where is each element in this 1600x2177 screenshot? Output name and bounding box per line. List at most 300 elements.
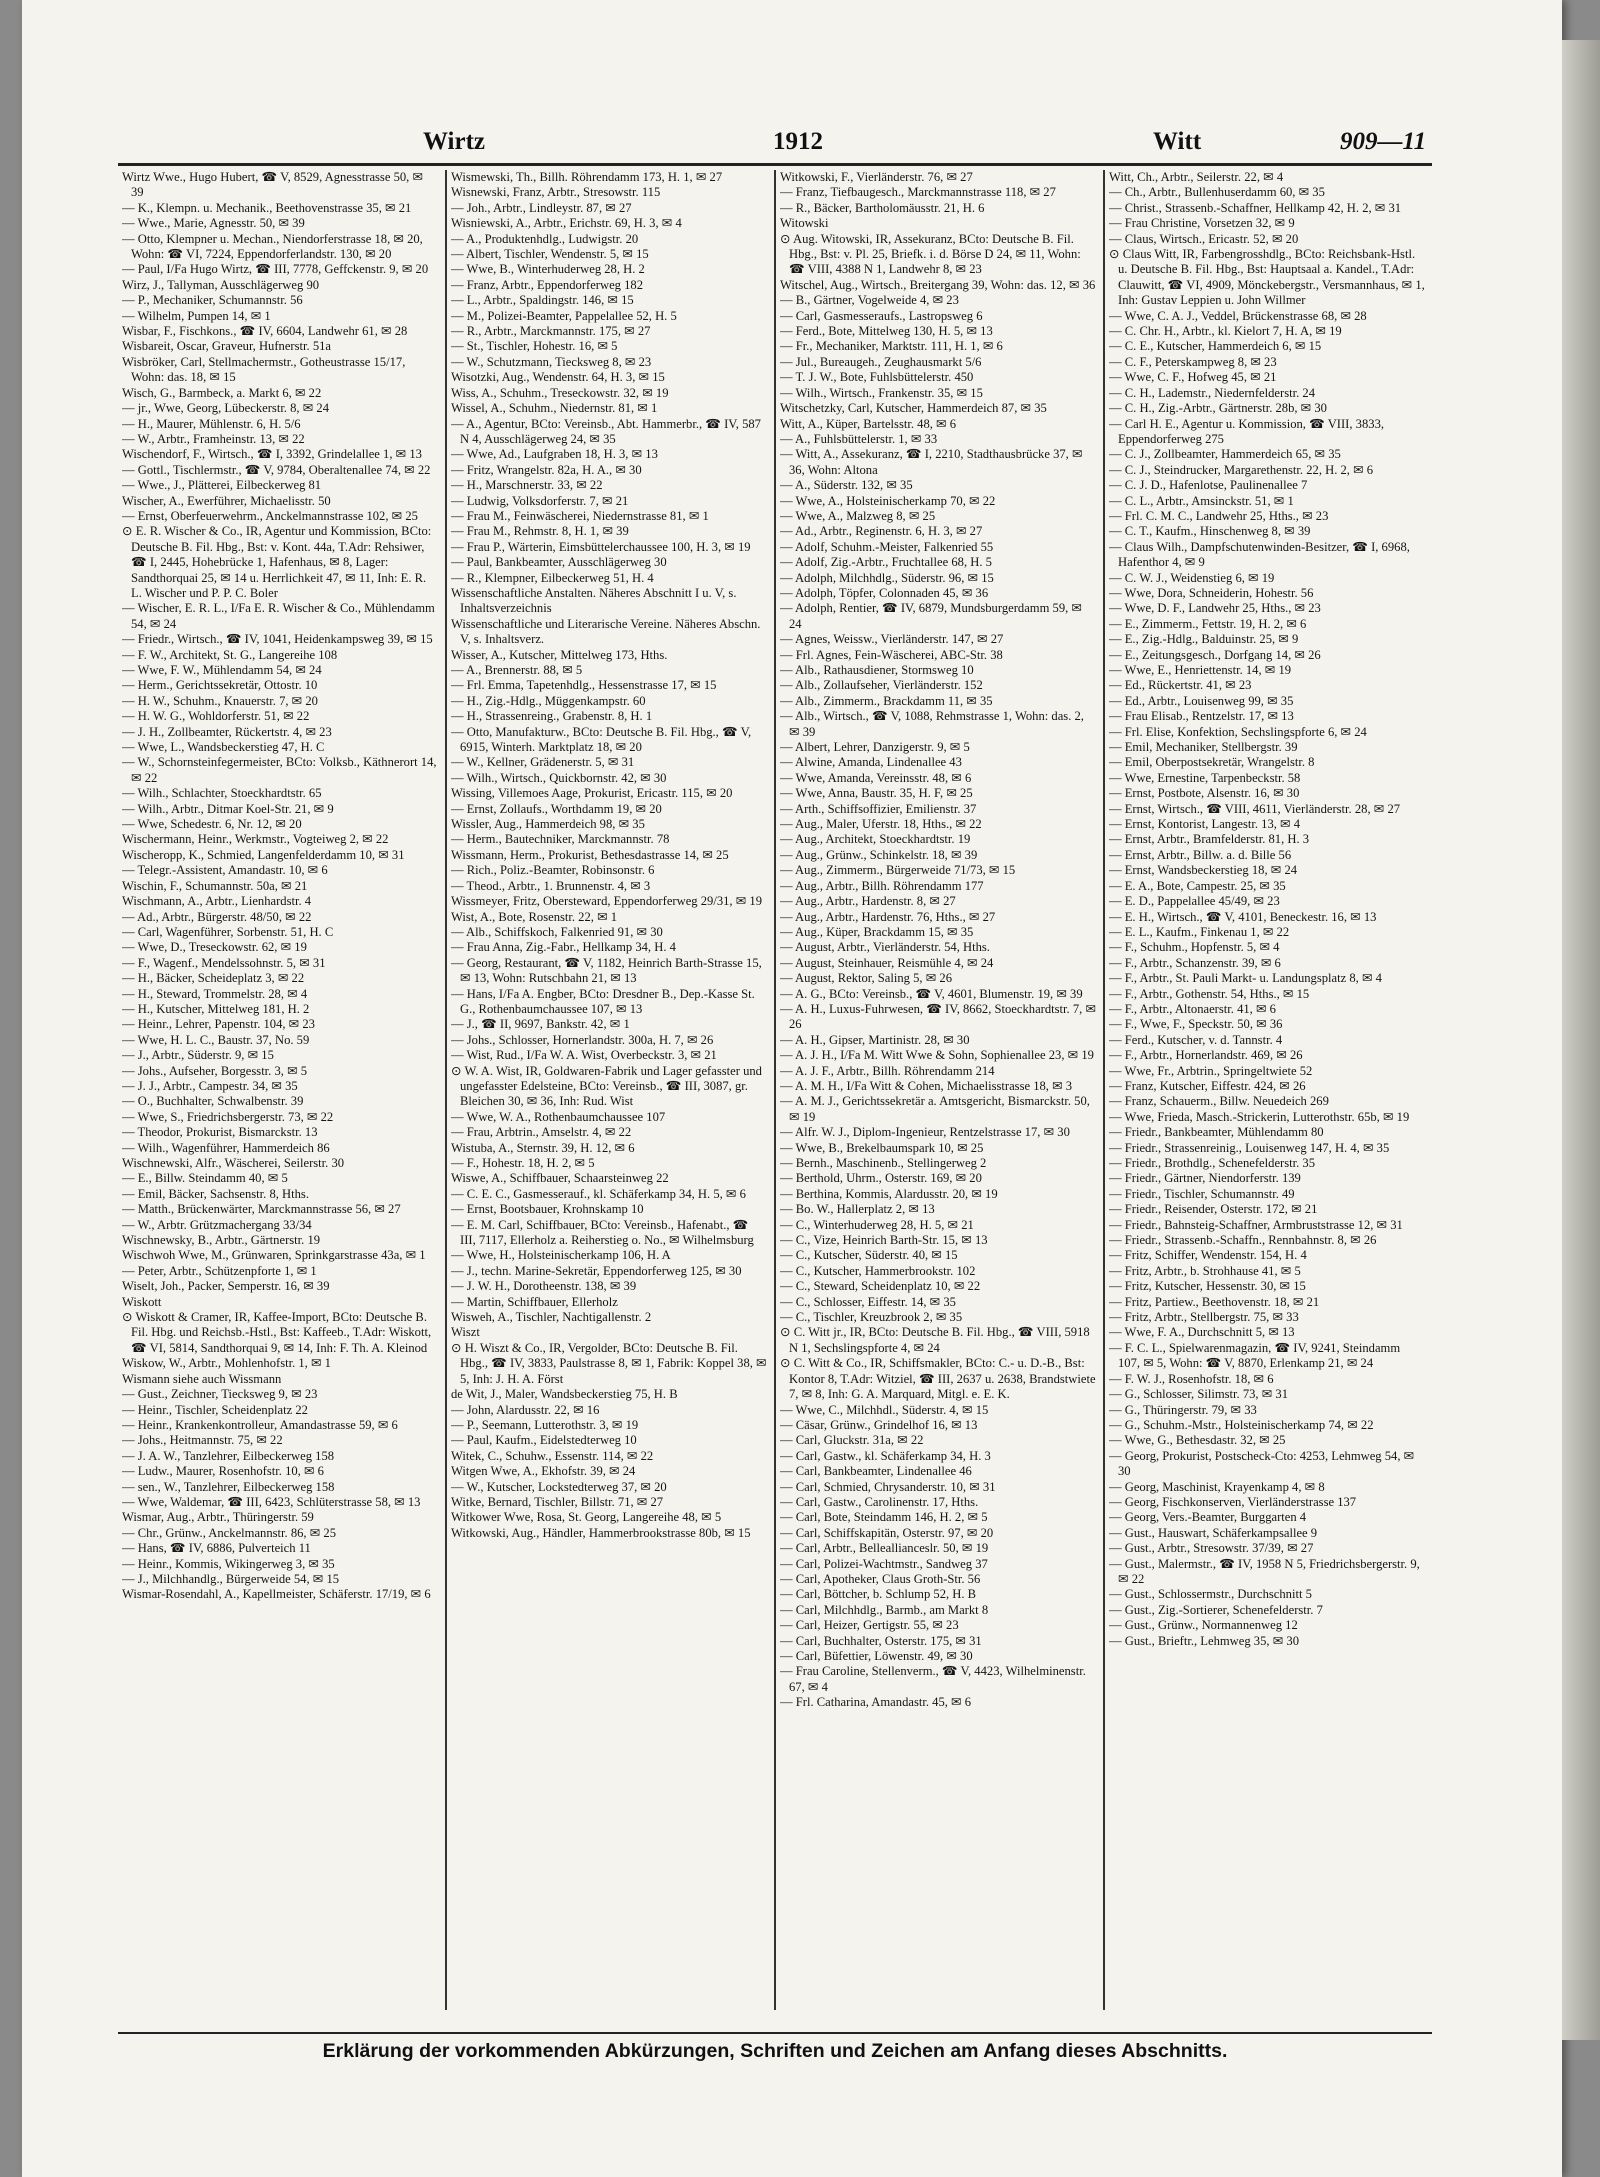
directory-entry: — Fritz, Schiffer, Wendenstr. 154, H. 4 xyxy=(1109,1248,1307,1263)
directory-entry: — Theodor, Prokurist, Bismarckstr. 13 xyxy=(122,1125,318,1140)
directory-entry: ⊙ Aug. Witowski, IR, Assekuranz, BCto: Deutsche B. Fil. Hbg., Bst: v. Pl. 25, Briefk. i. d. Börse D 24, ✉ 11, Wohn: ☎ VIII, 4388 N 1, Landwehr 8, ✉ 23 xyxy=(780,231,1081,277)
directory-entry: — F. W., Architekt, St. G., Langereihe 108 xyxy=(122,647,338,662)
directory-entry: — Ernst, Arbtr., Billw. a. d. Bille 56 xyxy=(1109,847,1292,862)
directory-entry: — Emil, Bäcker, Sachsenstr. 8, Hths. xyxy=(122,1186,309,1201)
directory-entry: Witschel, Aug., Wirtsch., Breitergang 39, Wohn: das. 12, ✉ 36 xyxy=(780,277,1096,292)
directory-entry: — Gust., Zeichner, Tiecksweg 9, ✉ 23 xyxy=(122,1387,318,1402)
directory-entry: — Paul, Bankbeamter, Ausschlägerweg 30 xyxy=(451,555,667,570)
directory-entry: — Albert, Tischler, Wendenstr. 5, ✉ 15 xyxy=(451,247,649,262)
directory-entry: — Franz, Kutscher, Eiffestr. 424, ✉ 26 xyxy=(1109,1078,1306,1093)
directory-entry: — Aug., Grünw., Schinkelstr. 18, ✉ 39 xyxy=(780,847,978,862)
directory-entry: — Carl, Polizei-Wachtmstr., Sandweg 37 xyxy=(780,1556,988,1571)
directory-entry: — Carl, Arbtr., Belleallianceslr. 50, ✉ 19 xyxy=(780,1541,989,1556)
directory-entry: — R., Klempner, Eilbeckerweg 51, H. 4 xyxy=(451,570,654,585)
directory-entry: Witt, A., Küper, Bartelsstr. 48, ✉ 6 xyxy=(780,416,957,431)
directory-entry: — C., Schlosser, Eiffestr. 14, ✉ 35 xyxy=(780,1294,956,1309)
directory-entry: — L., Arbtr., Spaldingstr. 146, ✉ 15 xyxy=(451,293,634,308)
directory-entry: — Gottl., Tischlermstr., ☎ V, 9784, Oberaltenallee 74, ✉ 22 xyxy=(122,462,431,477)
directory-entry: — O., Buchhalter, Schwalbenstr. 39 xyxy=(122,1094,304,1109)
directory-entry: — C. E. C., Gasmesserauf., kl. Schäferkamp 34, H. 5, ✉ 6 xyxy=(451,1186,746,1201)
directory-entry: — Fritz, Wrangelstr. 82a, H. A., ✉ 30 xyxy=(451,462,642,477)
directory-entry: — Gust., Zig.-Sortierer, Schenefelderstr. 7 xyxy=(1109,1602,1323,1617)
directory-entry: Wiszt xyxy=(451,1325,480,1340)
directory-entry: — G., Schuhm.-Mstr., Holsteinischerkamp 74, ✉ 22 xyxy=(1109,1417,1374,1432)
directory-entry: — Frl. Elise, Konfektion, Sechslingspforte 6, ✉ 24 xyxy=(1109,724,1367,739)
directory-entry: — Aug., Küper, Brackdamm 15, ✉ 35 xyxy=(780,924,974,939)
directory-entry: — P., Seemann, Lutterothstr. 3, ✉ 19 xyxy=(451,1417,639,1432)
directory-entry: — Frl. Emma, Tapetenhdlg., Hessenstrasse 17, ✉ 15 xyxy=(451,678,717,693)
directory-entry: — Johs., Schlosser, Hornerlandstr. 300a, H. 7, ✉ 26 xyxy=(451,1032,714,1047)
directory-entry: — G., Schlosser, Silimstr. 73, ✉ 31 xyxy=(1109,1387,1289,1402)
directory-entry: — Paul, Kaufm., Eidelstedterweg 10 xyxy=(451,1433,637,1448)
directory-entry: — Wwe, C., Milchhdl., Süderstr. 4, ✉ 15 xyxy=(780,1402,989,1417)
directory-entry: — C., Tischler, Kreuzbrook 2, ✉ 35 xyxy=(780,1310,963,1325)
directory-entry: ⊙ C. Witt jr., IR, BCto: Deutsche B. Fil. Hbg., ☎ VIII, 5918 N 1, Sechslingspforte 4, ✉ 24 xyxy=(780,1325,1090,1355)
directory-entry: — W., Kutscher, Lockstedterweg 37, ✉ 20 xyxy=(451,1479,667,1494)
directory-entry: Wisbröker, Carl, Stellmachermstr., Gotheustrasse 15/17, Wohn: das. 18, ✉ 15 xyxy=(122,354,406,385)
directory-entry: — W., Schutzmann, Tiecksweg 8, ✉ 23 xyxy=(451,354,652,369)
directory-entry: — Jul., Bureaugeh., Zeughausmarkt 5/6 xyxy=(780,354,982,369)
directory-entry: Wischnewski, Alfr., Wäscherei, Seilerstr. 30 xyxy=(122,1156,345,1170)
directory-entry: — C. H., Zig.-Arbtr., Gärtnerstr. 28b, ✉ 30 xyxy=(1109,401,1327,416)
directory-entry: — Wilh., Wagenführer, Hammerdeich 86 xyxy=(122,1140,330,1155)
directory-entry: — Bernh., Maschinenb., Stellingerweg 2 xyxy=(780,1156,987,1170)
directory-entry: — Aug., Maler, Uferstr. 18, Hths., ✉ 22 xyxy=(780,817,982,832)
directory-entry: — F., Wagenf., Mendelssohnstr. 5, ✉ 31 xyxy=(122,955,326,970)
header-year: 1912 xyxy=(773,128,823,155)
directory-entry: — Wwe, E., Henriettenstr. 14, ✉ 19 xyxy=(1109,663,1292,677)
directory-entry: — jr., Wwe, Georg, Lübeckerstr. 8, ✉ 24 xyxy=(122,401,329,416)
directory-entry: Wismar-Rosendahl, A., Kapellmeister, Schäferstr. 17/19, ✉ 6 xyxy=(122,1587,431,1602)
directory-entry: — Wwe, C. A. J., Veddel, Brückenstrasse 68, ✉ 28 xyxy=(1109,308,1367,323)
directory-entry: — August, Arbtr., Vierländerstr. 54, Hths. xyxy=(780,940,990,955)
directory-entry: Wischin, F., Schumannstr. 50a, ✉ 21 xyxy=(122,878,308,893)
directory-entry: — W., Schornsteinfegermeister, BCto: Volksb., Käthnerort 14, ✉ 22 xyxy=(122,755,437,785)
directory-entry: — Wischer, E. R. L., I/Fa E. R. Wischer & Co., Mühlendamm 54, ✉ 24 xyxy=(122,601,435,631)
directory-entry: Witowski xyxy=(780,216,829,231)
directory-entry: — W., Arbtr., Framheinstr. 13, ✉ 22 xyxy=(122,431,305,446)
directory-entry: — Christ., Strassenb.-Schaffner, Hellkamp 42, H. 2, ✉ 31 xyxy=(1109,200,1402,215)
directory-entry: — J., Arbtr., Süderstr. 9, ✉ 15 xyxy=(122,1048,274,1063)
directory-entry: — Adolph, Milchhdlg., Süderstr. 96, ✉ 15 xyxy=(780,570,994,585)
directory-entry: Witke, Bernard, Tischler, Billstr. 71, ✉ 27 xyxy=(451,1494,664,1509)
directory-entry: Wist, A., Bote, Rosenstr. 22, ✉ 1 xyxy=(451,909,618,924)
directory-entry: — Martin, Schiffbauer, Ellerholz xyxy=(451,1294,618,1309)
directory-entry: — H. W. G., Wohldorferstr. 51, ✉ 22 xyxy=(122,709,310,724)
directory-entry: — C. Chr. H., Arbtr., kl. Kielort 7, H. A, ✉ 19 xyxy=(1109,324,1342,339)
directory-entry: — Ludw., Maurer, Rosenhofstr. 10, ✉ 6 xyxy=(122,1464,324,1479)
directory-entry: — Wist, Rud., I/Fa W. A. Wist, Overbeckstr. 3, ✉ 21 xyxy=(451,1048,717,1063)
directory-entry: — Herm., Bautechniker, Marckmannstr. 78 xyxy=(451,832,670,847)
directory-entry: — Georg, Restaurant, ☎ V, 1182, Heinrich Barth-Strasse 15, ✉ 13, Wohn: Rutschbahn 21, ✉ 13 xyxy=(451,955,762,986)
directory-entry: — Emil, Mechaniker, Stellbergstr. 39 xyxy=(1109,740,1298,755)
directory-entry: — Cäsar, Grünw., Grindelhof 16, ✉ 13 xyxy=(780,1417,978,1432)
directory-entry: — F., Schuhm., Hopfenstr. 5, ✉ 4 xyxy=(1109,940,1280,955)
directory-entry: — Wwe, S., Friedrichsbergerstr. 73, ✉ 22 xyxy=(122,1109,334,1124)
directory-entry: — A. M. H., I/Fa Witt & Cohen, Michaelisstrasse 18, ✉ 3 xyxy=(780,1078,1073,1093)
directory-entry: — C., Vize, Heinrich Barth-Str. 15, ✉ 13 xyxy=(780,1233,988,1248)
directory-entry: Witt, Ch., Arbtr., Seilerstr. 22, ✉ 4 xyxy=(1109,170,1284,184)
directory-entry: — Frau M., Rehmstr. 8, H. 1, ✉ 39 xyxy=(451,524,629,539)
directory-entry: Witgen Wwe, A., Ekhofstr. 39, ✉ 24 xyxy=(451,1464,636,1479)
directory-entry: — C. T., Kaufm., Hinschenweg 8, ✉ 39 xyxy=(1109,524,1311,539)
directory-entry: — E., Billw. Steindamm 40, ✉ 5 xyxy=(122,1171,288,1186)
directory-entry: — Carl H. E., Agentur u. Kommission, ☎ VIII, 3833, Eppendorferweg 275 xyxy=(1109,416,1385,446)
column-divider xyxy=(1103,170,1105,2010)
directory-entry: — E., Zeitungsgesch., Dorfgang 14, ✉ 26 xyxy=(1109,647,1321,662)
directory-entry: — Ch., Arbtr., Bullenhuserdamm 60, ✉ 35 xyxy=(1109,185,1325,200)
directory-entry: — Alwine, Amanda, Lindenallee 43 xyxy=(780,755,962,770)
directory-entry: ⊙ H. Wiszt & Co., IR, Vergolder, BCto: Deutsche B. Fil. Hbg., ☎ IV, 3833, Paulstrasse 8, ✉ 1, Fabrik: Koppel 38, ✉ 5, Inh: J. H. A. Först xyxy=(451,1340,767,1386)
directory-entry: — Alb., Rathausdiener, Stormsweg 10 xyxy=(780,663,974,677)
directory-entry: — Carl, Buchhalter, Osterstr. 175, ✉ 31 xyxy=(780,1633,982,1648)
directory-entry: — Aug., Architekt, Stoeckhardtstr. 19 xyxy=(780,832,971,847)
directory-entry: Wiskow, W., Arbtr., Mohlenhofstr. 1, ✉ 1 xyxy=(122,1356,331,1371)
directory-entry: — H. W., Schuhm., Knauerstr. 7, ✉ 20 xyxy=(122,693,318,708)
directory-entry: — Friedr., Bankbeamter, Mühlendamm 80 xyxy=(1109,1125,1324,1140)
directory-entry: Wisotzki, Aug., Wendenstr. 64, H. 3, ✉ 15 xyxy=(451,370,665,385)
directory-entry: — sen., W., Tanzlehrer, Eilbeckerweg 158 xyxy=(122,1479,335,1494)
directory-entry: — A. H., Luxus-Fuhrwesen, ☎ IV, 8662, Stoeckhardtstr. 7, ✉ 26 xyxy=(780,1001,1096,1032)
directory-entry: ⊙ Claus Witt, IR, Farbengrosshdlg., BCto: Reichsbank-Hstl. u. Deutsche B. Fil. Hbg., Bst: Hauptsaal a. Kandel., T.Adr: Clauwitt, ☎ VI, 4909, Mönckebergstr., Versmannhaus, ✉ 1, Inh: Gustav Leppien u. John Willmer xyxy=(1109,247,1425,308)
directory-entry: — Bo. W., Hallerplatz 2, ✉ 13 xyxy=(780,1202,935,1217)
directory-entry: — C. E., Kutscher, Hammerdeich 6, ✉ 15 xyxy=(1109,339,1322,354)
directory-entry: ⊙ E. R. Wischer & Co., IR, Agentur und Kommission, BCto: Deutsche B. Fil. Hbg., Bst: v. Kont. 44a, T.Adr: Rehsiwer, ☎ I, 2445, Hohebrücke 1, Hafenhaus, ✉ 8, Lager: Sandthorquai 25, ✉ 14 u. Herrlichkeit 47, ✉ 11, Inh: E. R. L. Wischer und P. P. C. Boler xyxy=(122,524,432,600)
directory-entry: — Wwe, L., Wandsbeckerstieg 47, H. C xyxy=(122,740,325,755)
directory-entry: — F., Arbtr., Altonaerstr. 41, ✉ 6 xyxy=(1109,1001,1276,1016)
directory-entry: Wischer, A., Ewerführer, Michaelisstr. 50 xyxy=(122,493,331,508)
directory-entry: Witkowski, Aug., Händler, Hammerbrookstrasse 80b, ✉ 15 xyxy=(451,1525,751,1540)
directory-entry: — R., Bäcker, Bartholomäusstr. 21, H. 6 xyxy=(780,200,985,215)
directory-entry: — Friedr., Wirtsch., ☎ IV, 1041, Heidenkampsweg 39, ✉ 15 xyxy=(122,632,433,647)
directory-entry: — Georg, Fischkonserven, Vierländerstrasse 137 xyxy=(1109,1494,1357,1509)
header-left-name: Wirtz xyxy=(423,128,486,155)
directory-entry: — P., Mechaniker, Schumannstr. 56 xyxy=(122,293,303,308)
directory-entry: — Ernst, Arbtr., Bramfelderstr. 81, H. 3 xyxy=(1109,832,1310,847)
directory-entry: — H., Strassenreing., Grabenstr. 8, H. 1 xyxy=(451,709,653,724)
directory-entry: Wisniewski, A., Arbtr., Erichstr. 69, H. 3, ✉ 4 xyxy=(451,216,682,231)
directory-entry: — Heinr., Tischler, Scheidenplatz 22 xyxy=(122,1402,308,1417)
directory-entry: — R., Arbtr., Marckmannstr. 175, ✉ 27 xyxy=(451,324,651,339)
directory-entry: — Carl, Schiffskapitän, Osterstr. 97, ✉ 20 xyxy=(780,1525,994,1540)
directory-entry: — August, Rektor, Saling 5, ✉ 26 xyxy=(780,971,953,986)
directory-entry: Wissmeyer, Fritz, Obersteward, Eppendorferweg 29/31, ✉ 19 xyxy=(451,894,763,909)
directory-entry: — Ernst, Oberfeuerwehrm., Anckelmannstrasse 102, ✉ 25 xyxy=(122,508,418,523)
directory-entry: — F., Arbtr., Schanzenstr. 39, ✉ 6 xyxy=(1109,955,1281,970)
directory-entry: — Gust., Malermstr., ☎ IV, 1958 N 5, Friedrichsbergerstr. 9, ✉ 22 xyxy=(1109,1556,1420,1586)
directory-entry: — Carl, Milchhdlg., Barmb., am Markt 8 xyxy=(780,1602,989,1617)
directory-entry: — Wilh., Wirtsch., Frankenstr. 35, ✉ 15 xyxy=(780,385,983,400)
directory-entry: — C., Kutscher, Hammerbrookstr. 102 xyxy=(780,1263,976,1278)
directory-entry: Wissing, Villemoes Aage, Prokurist, Ericastr. 115, ✉ 20 xyxy=(451,786,733,801)
directory-entry: — Ed., Rückertstr. 41, ✉ 23 xyxy=(1109,678,1252,693)
directory-entry: — Alfr. W. J., Diplom-Ingenieur, Rentzelstrasse 17, ✉ 30 xyxy=(780,1125,1070,1140)
directory-entry: — Aug., Arbtr., Hardenstr. 76, Hths., ✉ 27 xyxy=(780,909,996,924)
directory-entry: — J. A. W., Tanzlehrer, Eilbeckerweg 158 xyxy=(122,1448,335,1463)
directory-entry: Wisch, G., Barmbeck, a. Markt 6, ✉ 22 xyxy=(122,385,322,400)
directory-entry: — H., Kutscher, Mittelweg 181, H. 2 xyxy=(122,1001,310,1016)
directory-entry: — Frl. C. M. C., Landwehr 25, Hths., ✉ 23 xyxy=(1109,508,1329,523)
directory-entry: Wissler, Aug., Hammerdeich 98, ✉ 35 xyxy=(451,817,645,832)
directory-entry: — Adolph, Töpfer, Colonnaden 45, ✉ 36 xyxy=(780,585,989,600)
directory-entry: — Peter, Arbtr., Schützenpforte 1, ✉ 1 xyxy=(122,1263,317,1278)
directory-entry: — E. A., Bote, Campestr. 25, ✉ 35 xyxy=(1109,878,1286,893)
directory-entry: — Matth., Brückenwärter, Marckmannstrasse 56, ✉ 27 xyxy=(122,1202,401,1217)
directory-entry: — Fritz, Arbtr., b. Strohhause 41, ✉ 5 xyxy=(1109,1263,1301,1278)
directory-entry: — Wwe, D., Treseckowstr. 62, ✉ 19 xyxy=(122,940,307,955)
directory-entry: — Aug., Zimmerm., Bürgerweide 71/73, ✉ 15 xyxy=(780,863,1016,878)
directory-entry: — Frau M., Feinwäscherei, Niedernstrasse 81, ✉ 1 xyxy=(451,508,709,523)
directory-entry: — E., Zig.-Hdlg., Balduinstr. 25, ✉ 9 xyxy=(1109,632,1299,647)
page-number: 909—11 xyxy=(1340,128,1427,155)
directory-entry: — C. W. J., Weidenstieg 6, ✉ 19 xyxy=(1109,570,1275,585)
directory-entry: — Ferd., Kutscher, v. d. Tannstr. 4 xyxy=(1109,1032,1283,1047)
directory-entry: Wirz, J., Tallyman, Ausschlägerweg 90 xyxy=(122,277,320,292)
directory-entry: — Ferd., Bote, Mittelweg 130, H. 5, ✉ 13 xyxy=(780,324,993,339)
directory-entry: — Friedr., Strassenreinig., Louisenweg 147, H. 4, ✉ 35 xyxy=(1109,1140,1390,1155)
directory-entry: Witek, C., Schuhw., Essenstr. 114, ✉ 22 xyxy=(451,1448,654,1463)
directory-entry: — E. H., Wirtsch., ☎ V, 4101, Beneckestr. 16, ✉ 13 xyxy=(1109,909,1377,924)
directory-entry: — Fr., Mechaniker, Marktstr. 111, H. 1, ✉ 6 xyxy=(780,339,1003,354)
directory-entry: — Otto, Klempner u. Mechan., Niendorferstrasse 18, ✉ 20, Wohn: ☎ VI, 7224, Eppendorferlandstr. 130, ✉ 20 xyxy=(122,231,423,262)
directory-entry: — Adolf, Schuhm.-Meister, Falkenried 55 xyxy=(780,539,994,554)
directory-entry: — Wwe, D. F., Landwehr 25, Hths., ✉ 23 xyxy=(1109,601,1321,616)
directory-entry: — W., Kellner, Grädenerstr. 5, ✉ 31 xyxy=(451,755,635,770)
directory-entry: — Wwe, F. A., Durchschnitt 5, ✉ 13 xyxy=(1109,1325,1295,1340)
directory-column-3 xyxy=(780,170,1096,2015)
directory-entry: — A., Agentur, BCto: Vereinsb., Abt. Hammerbr., ☎ IV, 587 N 4, Ausschlägerweg 24, ✉ 35 xyxy=(451,416,761,446)
directory-entry: — A. J. H., I/Fa M. Witt Wwe & Sohn, Sophienallee 23, ✉ 19 xyxy=(780,1048,1094,1063)
directory-entry: — Carl, Büfettier, Löwenstr. 49, ✉ 30 xyxy=(780,1649,973,1663)
directory-entry: Wischmann, A., Arbtr., Lienhardstr. 4 xyxy=(122,894,312,909)
directory-entry: — H., Maurer, Mühlenstr. 6, H. 5/6 xyxy=(122,416,301,431)
directory-entry: — C. H., Lademstr., Niedernfelderstr. 24 xyxy=(1109,385,1316,400)
directory-entry: — Frau Christine, Vorsetzen 32, ✉ 9 xyxy=(1109,216,1295,231)
directory-entry: — C. L., Arbtr., Amsinckstr. 51, ✉ 1 xyxy=(1109,493,1294,508)
directory-entry: Wiswe, A., Schiffbauer, Schaarsteinweg 22 xyxy=(451,1171,669,1186)
directory-entry: — Friedr., Gärtner, Niendorferstr. 139 xyxy=(1109,1171,1301,1186)
directory-entry: — J., Milchhandlg., Bürgerweide 54, ✉ 15 xyxy=(122,1571,340,1586)
directory-entry: — Frau Caroline, Stellenverm., ☎ V, 4423, Wilhelminenstr. 67, ✉ 4 xyxy=(780,1664,1086,1694)
directory-entry: — Berthina, Kommis, Alardusstr. 20, ✉ 19 xyxy=(780,1186,998,1201)
directory-entry: Wiselt, Joh., Packer, Semperstr. 16, ✉ 39 xyxy=(122,1279,330,1294)
directory-entry: Wischeropp, K., Schmied, Langenfelderdamm 10, ✉ 31 xyxy=(122,847,405,862)
header-right-name: Witt xyxy=(1153,128,1202,155)
directory-entry: Wissel, A., Schuhm., Niedernstr. 81, ✉ 1 xyxy=(451,401,658,416)
directory-entry: de Wit, J., Maler, Wandsbeckerstieg 75, H. B xyxy=(451,1387,678,1402)
directory-entry: Wismewski, Th., Billh. Röhrendamm 173, H. 1, ✉ 27 xyxy=(451,170,723,184)
directory-entry: Wischwoh Wwe, M., Grünwaren, Sprinkgarstrasse 43a, ✉ 1 xyxy=(122,1248,426,1263)
directory-entry: — G., Thüringerstr. 79, ✉ 33 xyxy=(1109,1402,1257,1417)
directory-page xyxy=(22,0,1562,2177)
directory-entry: — Hans, I/Fa A. Engber, BCto: Dresdner B., Dep.-Kasse St. G., Rothenbaumchaussee 107, ✉ 13 xyxy=(451,986,755,1016)
directory-entry: — Ludwig, Volksdorferstr. 7, ✉ 21 xyxy=(451,493,629,508)
directory-entry: — Wwe, B., Winterhuderweg 28, H. 2 xyxy=(451,262,645,277)
directory-entry: — Carl, Böttcher, b. Schlump 52, H. B xyxy=(780,1587,977,1602)
directory-entry: — Chr., Grünw., Anckelmannstr. 86, ✉ 25 xyxy=(122,1525,337,1540)
directory-entry: ⊙ Wiskott & Cramer, IR, Kaffee-Import, BCto: Deutsche B. Fil. Hbg. und Reichsb.-Hstl., Bst: Kaffeeb., T.Adr: Wiskott, ☎ VI, 5814, Sandthorquai 9, ✉ 14, Inh: F. Th. A. Kleinod xyxy=(122,1310,432,1355)
directory-entry: — Heinr., Krankenkontrolleur, Amandastrasse 59, ✉ 6 xyxy=(122,1417,398,1432)
directory-entry: — Frau P., Wärterin, Eimsbüttelerchaussee 100, H. 3, ✉ 19 xyxy=(451,539,751,554)
directory-entry: — Carl, Gastw., kl. Schäferkamp 34, H. 3 xyxy=(780,1448,991,1463)
directory-entry: Wistuba, A., Sternstr. 39, H. 12, ✉ 6 xyxy=(451,1140,635,1155)
directory-entry: Wisweh, A., Tischler, Nachtigallenstr. 2 xyxy=(451,1310,652,1325)
directory-entry: — F., Arbtr., St. Pauli Markt- u. Landungsplatz 8, ✉ 4 xyxy=(1109,971,1382,986)
directory-entry: — Carl, Gastw., Carolinenstr. 17, Hths. xyxy=(780,1494,979,1509)
directory-entry: — Wwe, W. A., Rothenbaumchaussee 107 xyxy=(451,1109,666,1124)
directory-entry: — Franz, Arbtr., Eppendorferweg 182 xyxy=(451,277,644,292)
directory-column-2 xyxy=(451,170,767,2015)
directory-entry: — Johs., Heitmannstr. 75, ✉ 22 xyxy=(122,1433,283,1448)
directory-entry: — A., Fuhlsbüttelerstr. 1, ✉ 33 xyxy=(780,431,938,446)
directory-entry: — E. D., Pappelallee 45/49, ✉ 23 xyxy=(1109,894,1280,909)
directory-entry: — Heinr., Kommis, Wikingerweg 3, ✉ 35 xyxy=(122,1556,335,1571)
directory-entry: — Wwe, Ad., Laufgraben 18, H. 3, ✉ 13 xyxy=(451,447,658,462)
directory-entry: — John, Alardusstr. 22, ✉ 16 xyxy=(451,1402,600,1417)
directory-entry: — Friedr., Bahnsteig-Schaffner, Armbruststrasse 12, ✉ 31 xyxy=(1109,1217,1403,1232)
directory-entry: — C. J. D., Hafenlotse, Paulinenallee 7 xyxy=(1109,478,1308,493)
directory-entry: — Wwe, H., Holsteinischerkamp 106, H. A xyxy=(451,1248,671,1263)
directory-entry: — Telegr.-Assistent, Amandastr. 10, ✉ 6 xyxy=(122,863,328,878)
page-header xyxy=(118,124,1432,164)
directory-entry: — Ernst, Zollaufs., Worthdamm 19, ✉ 20 xyxy=(451,801,662,816)
directory-entry: — H., Bäcker, Scheideplatz 3, ✉ 22 xyxy=(122,971,305,986)
directory-entry: Witkower Wwe, Rosa, St. Georg, Langereihe 48, ✉ 5 xyxy=(451,1510,722,1525)
directory-entry: — Wwe., Marie, Agnesstr. 50, ✉ 39 xyxy=(122,216,305,231)
directory-entry: — Fritz, Partiew., Beethovenstr. 18, ✉ 21 xyxy=(1109,1294,1320,1309)
directory-entry: — Ad., Arbtr., Bürgerstr. 48/50, ✉ 22 xyxy=(122,909,312,924)
directory-entry: — Friedr., Strassenb.-Schaffn., Rennbahnstr. 8, ✉ 26 xyxy=(1109,1233,1377,1248)
directory-entry: — Frl. Agnes, Fein-Wäscherei, ABC-Str. 38 xyxy=(780,647,1003,662)
directory-entry: — B., Gärtner, Vogelweide 4, ✉ 23 xyxy=(780,293,959,308)
directory-entry: — C. J., Steindrucker, Margarethenstr. 22, H. 2, ✉ 6 xyxy=(1109,462,1374,477)
directory-entry: — Wwe, Frieda, Masch.-Strickerin, Lutterothstr. 65b, ✉ 19 xyxy=(1109,1109,1410,1124)
directory-entry: — C. J., Zollbeamter, Hammerdeich 65, ✉ 35 xyxy=(1109,447,1341,462)
directory-entry: Wisnewski, Franz, Arbtr., Stresowstr. 115 xyxy=(451,185,661,200)
directory-entry: — Rich., Poliz.-Beamter, Robinsonstr. 6 xyxy=(451,863,655,878)
directory-entry: — Ed., Arbtr., Louisenweg 99, ✉ 35 xyxy=(1109,693,1294,708)
directory-entry: Wisbar, F., Fischkons., ☎ IV, 6604, Landwehr 61, ✉ 28 xyxy=(122,324,408,339)
directory-entry: — J. H., Zollbeamter, Rückertstr. 4, ✉ 23 xyxy=(122,724,332,739)
directory-entry: Wissenschaftliche Anstalten. Näheres Abschnitt I u. V, s. Inhaltsverzeichnis xyxy=(451,585,737,616)
directory-entry: — Gust., Grünw., Normannenweg 12 xyxy=(1109,1618,1298,1633)
directory-entry: — Wwe, Amanda, Vereinsstr. 48, ✉ 6 xyxy=(780,770,972,785)
directory-entry: — A., Süderstr. 132, ✉ 35 xyxy=(780,478,913,493)
directory-entry: — K., Klempn. u. Mechanik., Beethovenstrasse 35, ✉ 21 xyxy=(122,200,412,215)
directory-entry: — Wilh., Schlachter, Stoeckhardtstr. 65 xyxy=(122,786,322,801)
abbreviations-note: Erklärung der vorkommenden Abkürzungen, Schriften und Zeichen am Anfang dieses Abschnitts. xyxy=(118,2032,1432,2062)
directory-entry: — Wilh., Wirtsch., Quickbornstr. 42, ✉ 30 xyxy=(451,770,667,785)
directory-entry: — F., Hohestr. 18, H. 2, ✉ 5 xyxy=(451,1156,595,1170)
directory-entry: Wischermann, Heinr., Werkmstr., Vogteiweg 2, ✉ 22 xyxy=(122,832,389,847)
directory-entry: — Claus Wilh., Dampfschutenwinden-Besitzer, ☎ I, 6968, Hafenthor 4, ✉ 9 xyxy=(1109,539,1410,570)
directory-entry: — Alb., Wirtsch., ☎ V, 1088, Rehmstrasse 1, Wohn: das. 2, ✉ 39 xyxy=(780,709,1084,739)
directory-entry: — F. C. L., Spielwarenmagazin, ☎ IV, 9241, Steindamm 107, ✉ 5, Wohn: ☎ V, 8870, Erlenkamp 21, ✉ 24 xyxy=(1109,1340,1401,1371)
directory-entry: — E. L., Kaufm., Finkenau 1, ✉ 22 xyxy=(1109,924,1290,939)
directory-entry: — M., Polizei-Beamter, Pappelallee 52, H. 5 xyxy=(451,308,677,323)
directory-entry: — Fritz, Arbtr., Stellbergstr. 75, ✉ 33 xyxy=(1109,1310,1299,1325)
directory-entry: — Wwe, A., Holsteinischerkamp 70, ✉ 22 xyxy=(780,493,996,508)
directory-entry: — Friedr., Brothdlg., Schenefelderstr. 35 xyxy=(1109,1156,1316,1170)
directory-entry: — A., Brennerstr. 88, ✉ 5 xyxy=(451,663,583,677)
directory-entry: — Wwe, Waldemar, ☎ III, 6423, Schlüterstrasse 58, ✉ 13 xyxy=(122,1494,421,1509)
directory-entry: — Adolf, Zig.-Arbtr., Fruchtallee 68, H. 5 xyxy=(780,555,992,570)
directory-entry: — Ernst, Kontorist, Langestr. 13, ✉ 4 xyxy=(1109,817,1301,832)
directory-column-4 xyxy=(1109,170,1425,2015)
directory-entry: — Wwe, G., Bethesdastr. 32, ✉ 25 xyxy=(1109,1433,1286,1448)
directory-entry: — W., Arbtr. Grützmachergang 33/34 xyxy=(122,1217,312,1232)
directory-entry: — Wilhelm, Pumpen 14, ✉ 1 xyxy=(122,308,271,323)
directory-entry: — C., Winterhuderweg 28, H. 5, ✉ 21 xyxy=(780,1217,974,1232)
directory-entry: — Heinr., Lehrer, Papenstr. 104, ✉ 23 xyxy=(122,1017,315,1032)
directory-entry: — Gust., Arbtr., Stresowstr. 37/39, ✉ 27 xyxy=(1109,1541,1314,1556)
directory-entry: — E., Zimmerm., Fettstr. 19, H. 2, ✉ 6 xyxy=(1109,616,1307,631)
directory-entry: — Franz, Tiefbaugesch., Marckmannstrasse 118, ✉ 27 xyxy=(780,185,1056,200)
directory-entry: Wisbareit, Oscar, Graveur, Hufnerstr. 51a xyxy=(122,339,332,354)
directory-entry: — A., Produktenhdlg., Ludwigstr. 20 xyxy=(451,231,639,246)
directory-entry: Wissmann, Herm., Prokurist, Bethesdastrasse 14, ✉ 25 xyxy=(451,847,729,862)
directory-entry: — Gust., Schlossermstr., Durchschnitt 5 xyxy=(1109,1587,1312,1602)
directory-entry: — Wwe, Schedestr. 6, Nr. 12, ✉ 20 xyxy=(122,817,302,832)
directory-entry: — Johs., Aufseher, Borgesstr. 3, ✉ 5 xyxy=(122,1063,308,1078)
directory-entry: — Carl, Schmied, Chrysanderstr. 10, ✉ 31 xyxy=(780,1479,996,1494)
directory-entry: — Wwe, B., Brekelbaumspark 10, ✉ 25 xyxy=(780,1140,984,1155)
directory-entry: — F. W. J., Rosenhofstr. 18, ✉ 6 xyxy=(1109,1371,1274,1386)
directory-entry: — Frau Elisab., Rentzelstr. 17, ✉ 13 xyxy=(1109,709,1294,724)
directory-entry: — Adolph, Rentier, ☎ IV, 6879, Mundsburgerdamm 59, ✉ 24 xyxy=(780,601,1082,631)
directory-entry: — Alb., Zimmerm., Brackdamm 11, ✉ 35 xyxy=(780,693,993,708)
directory-entry: Wiskott xyxy=(122,1294,162,1309)
directory-entry: — St., Tischler, Hohestr. 16, ✉ 5 xyxy=(451,339,618,354)
directory-entry: — Aug., Arbtr., Hardenstr. 8, ✉ 27 xyxy=(780,894,956,909)
directory-entry: Wirtz Wwe., Hugo Hubert, ☎ V, 8529, Agnesstrasse 50, ✉ 39 xyxy=(122,170,424,200)
directory-entry: — Gust., Hauswart, Schäferkampsallee 9 xyxy=(1109,1525,1318,1540)
directory-entry: — J., ☎ II, 9697, Bankstr. 42, ✉ 1 xyxy=(451,1017,630,1032)
directory-entry: — Arth., Schiffsoffizier, Emilienstr. 37 xyxy=(780,801,977,816)
directory-entry: Wiss, A., Schuhm., Treseckowstr. 32, ✉ 19 xyxy=(451,385,669,400)
directory-entry: Wismann siehe auch Wissmann xyxy=(122,1371,282,1386)
directory-entry: Wischendorf, F., Wirtsch., ☎ I, 3392, Grindelallee 1, ✉ 13 xyxy=(122,447,422,462)
directory-entry: Witschetzky, Carl, Kutscher, Hammerdeich 87, ✉ 35 xyxy=(780,401,1047,416)
directory-entry: — Berthold, Uhrm., Osterstr. 169, ✉ 20 xyxy=(780,1171,982,1186)
column-divider xyxy=(774,170,776,2010)
directory-entry: — T. J. W., Bote, Fuhlsbüttelerstr. 450 xyxy=(780,370,974,385)
directory-entry: — A. H., Gipser, Martinistr. 28, ✉ 30 xyxy=(780,1032,970,1047)
directory-entry: — H., Zig.-Hdlg., Müggenkampstr. 60 xyxy=(451,693,646,708)
directory-entry: — Wwe, A., Malzweg 8, ✉ 25 xyxy=(780,508,936,523)
directory-entry: — Wwe, F. W., Mühlendamm 54, ✉ 24 xyxy=(122,663,322,677)
directory-entry: — Franz, Schauerm., Billw. Neuedeich 269 xyxy=(1109,1094,1329,1109)
directory-entry: — Carl, Gasmesseraufs., Lastropsweg 6 xyxy=(780,308,983,323)
directory-entry: — Albert, Lehrer, Danzigerstr. 9, ✉ 5 xyxy=(780,740,970,755)
directory-entry: Wissenschaftliche und Literarische Vereine. Näheres Abschn. V, s. Inhaltsverz. xyxy=(451,616,761,647)
directory-entry: — Ad., Arbtr., Reginenstr. 6, H. 3, ✉ 27 xyxy=(780,524,983,539)
directory-entry: — Carl, Gluckstr. 31a, ✉ 22 xyxy=(780,1433,924,1448)
directory-entry: — Carl, Heizer, Gertigstr. 55, ✉ 23 xyxy=(780,1618,959,1633)
directory-entry: — Carl, Apotheker, Claus Groth-Str. 56 xyxy=(780,1571,981,1586)
directory-entry: — C., Kutscher, Süderstr. 40, ✉ 15 xyxy=(780,1248,958,1263)
directory-entry: — E. M. Carl, Schiffbauer, BCto: Vereinsb., Hafenabt., ☎ III, 7117, Ellerholz a. Reiherstieg o. No., ✉ Wilhelmsburg xyxy=(451,1217,754,1248)
directory-entry: — Gust., Brieftr., Lehmweg 35, ✉ 30 xyxy=(1109,1633,1299,1648)
directory-entry: — Ernst, Bootsbauer, Krohnskamp 10 xyxy=(451,1202,644,1217)
directory-entry: — Aug., Arbtr., Billh. Röhrendamm 177 xyxy=(780,878,984,893)
directory-entry: — Ernst, Wirtsch., ☎ VIII, 4611, Vierländerstr. 28, ✉ 27 xyxy=(1109,801,1401,816)
directory-entry: Wischnewsky, B., Arbtr., Gärtnerstr. 19 xyxy=(122,1233,321,1248)
directory-entry: — A. G., BCto: Vereinsb., ☎ V, 4601, Blumenstr. 19, ✉ 39 xyxy=(780,986,1083,1001)
directory-entry: — Alb., Zollaufseher, Vierländerstr. 152 xyxy=(780,678,983,693)
directory-entry: — Wwe, Anna, Baustr. 35, H. F, ✉ 25 xyxy=(780,786,973,801)
directory-entry: Wisser, A., Kutscher, Mittelweg 173, Hths. xyxy=(451,647,668,662)
